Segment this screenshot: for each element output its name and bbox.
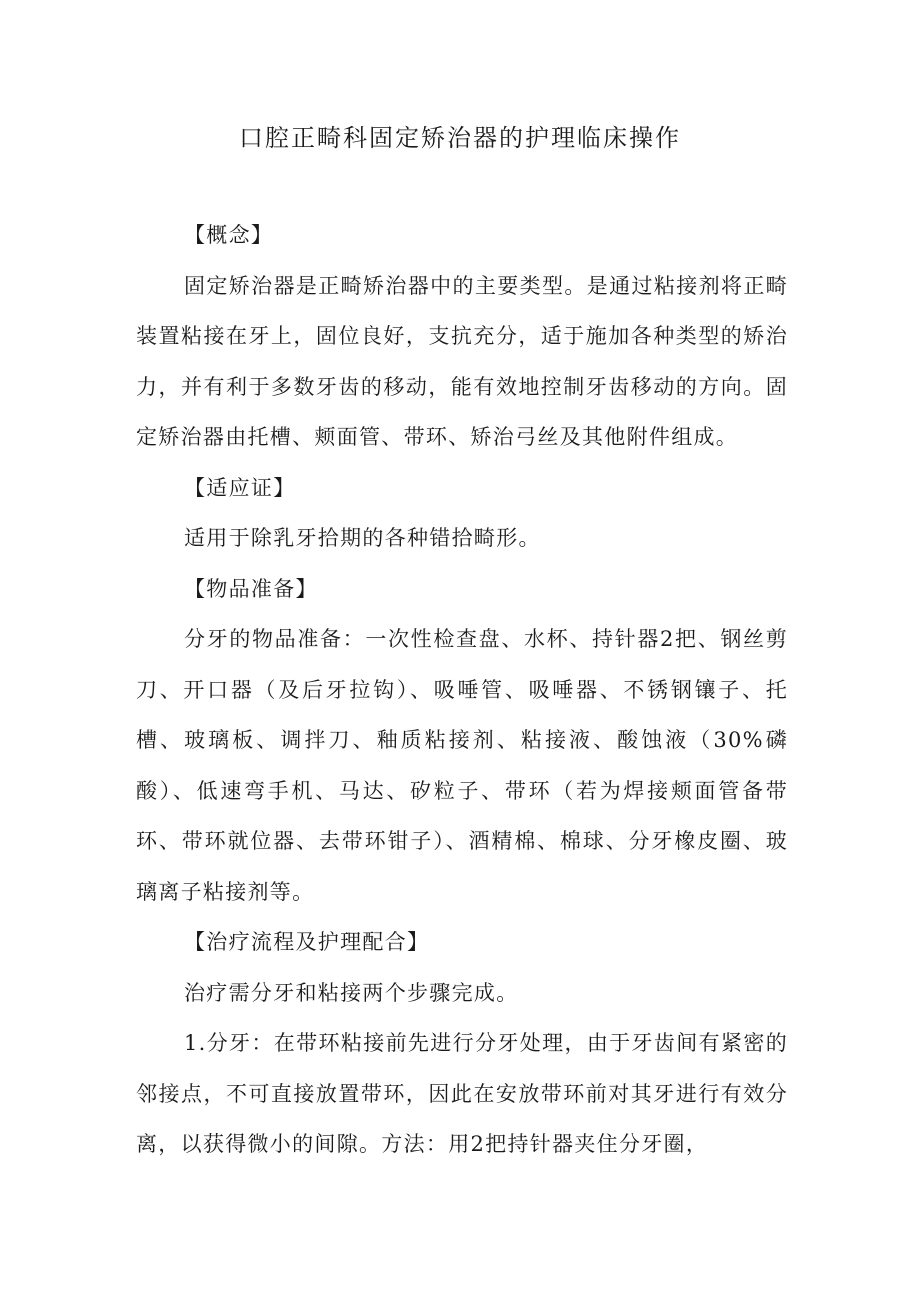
section-heading-supplies: 【物品准备】 [184, 576, 318, 601]
section-indications [136, 463, 788, 564]
section-procedure [136, 917, 788, 1170]
paragraph-procedure-separation: 1.分牙：在带环粘接前先进行分牙处理，由于牙齿间有紧密的邻接点，不可直接放置带环，因此在安放带环前对其牙进行有效分离，以获得微小的间隙。方法：用2把持针器夹住分牙圈， [136, 1031, 788, 1156]
document-body [136, 210, 788, 1170]
section-heading-procedure: 【治疗流程及护理配合】 [184, 930, 430, 954]
section-heading-concept: 【概念】 [184, 223, 274, 247]
section-supplies [136, 564, 788, 918]
section-heading-indications: 【适应证】 [184, 475, 296, 500]
section-concept [136, 210, 788, 463]
paragraph-concept: 固定矫治器是正畸矫治器中的主要类型。是通过粘接剂将正畸装置粘接在牙上，固位良好，支抗充分，适于施加各种类型的矫治力，并有利于多数牙齿的移动，能有效地控制牙齿移动的方向。固定矫治器由托槽、颊面管、带环、矫治弓丝及其他附件组成。 [136, 273, 788, 449]
paragraph-indications: 适用于除乳牙拾期的各种错拾畸形。 [184, 526, 541, 550]
paragraph-procedure-intro: 治疗需分牙和粘接两个步骤完成。 [184, 980, 519, 1005]
document-title: 口腔正畸科固定矫治器的护理临床操作 [239, 124, 681, 152]
paragraph-supplies: 分牙的物品准备：一次性检查盘、水杯、持针器2把、钢丝剪刀、开口器（及后牙拉钩）、吸唾管、吸唾器、不锈钢镶子、托槽、玻璃板、调拌刀、釉质粘接剂、粘接液、酸蚀液（30%磷酸）、低速弯手机、马达、矽粒子、带环（若为焊接颊面管备带环、带环就位器、去带环钳子）、酒精棉、棉球、分牙橡皮圈、玻璃离子粘接剂等。 [136, 627, 788, 904]
